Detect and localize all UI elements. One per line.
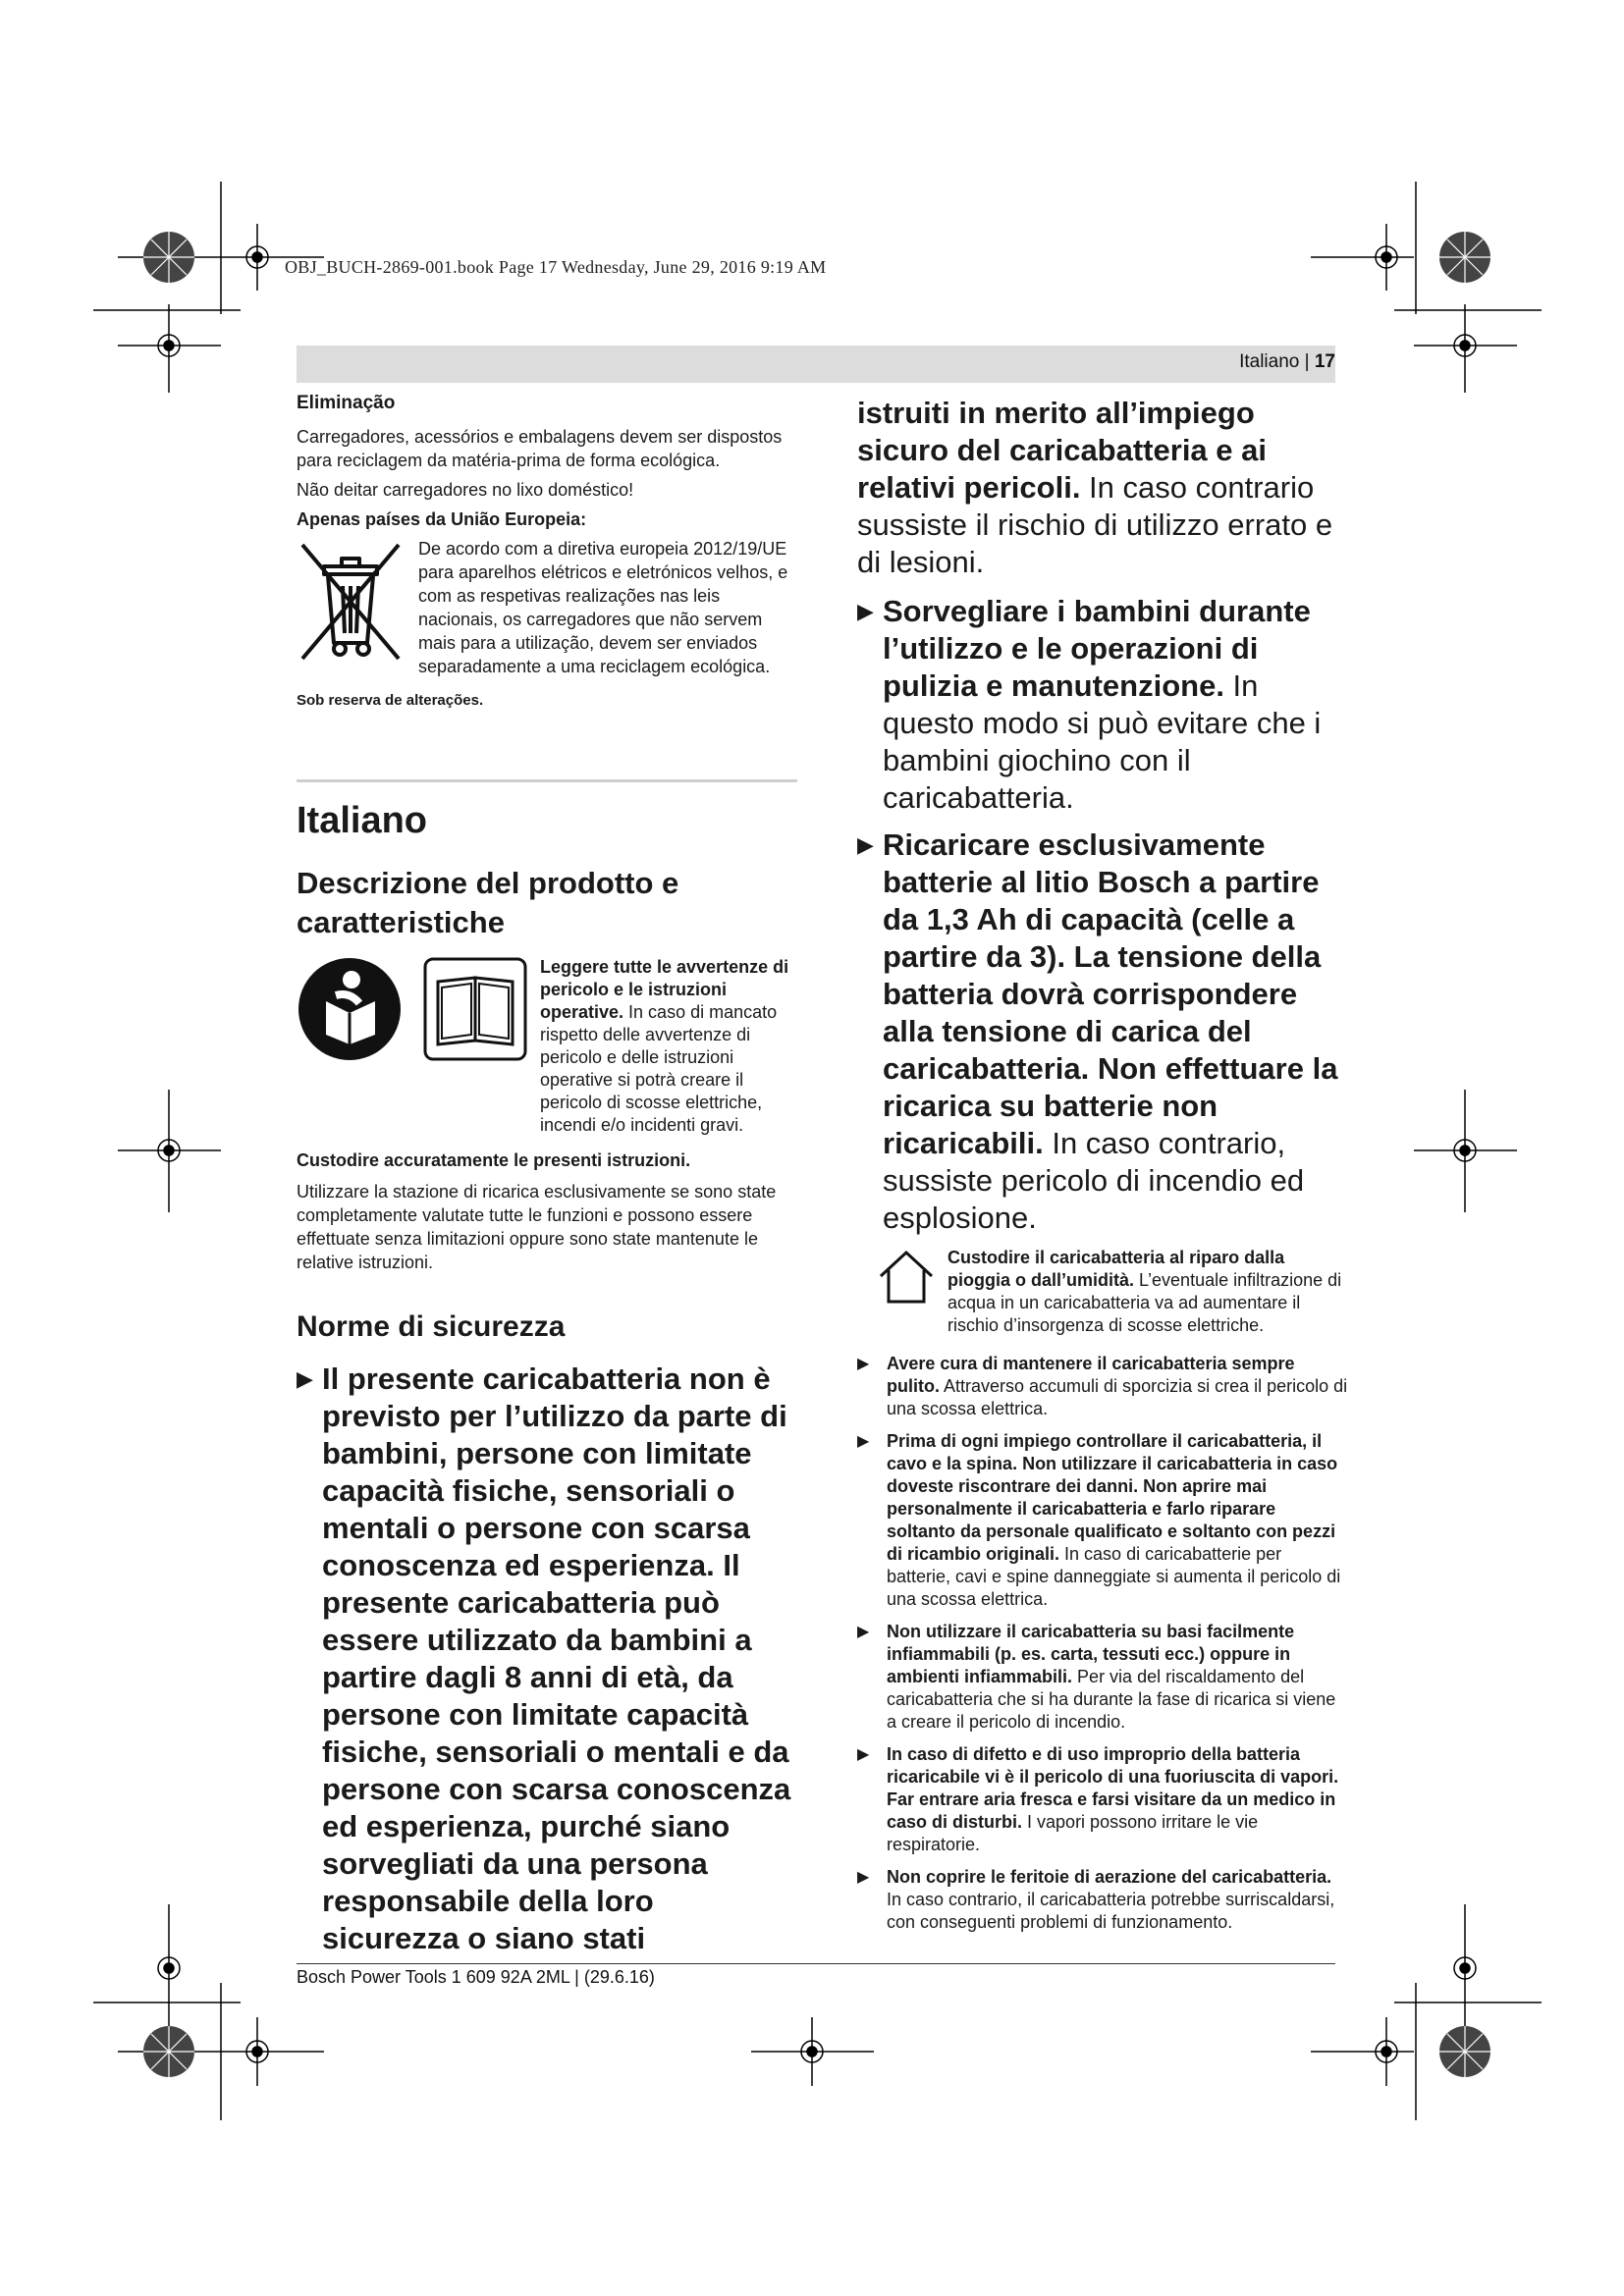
b2-normal: In questo modo si può evitare che i bambini giochino con il caricabatteria. [883,668,1322,815]
page-header-bar [297,346,1335,383]
weee-block [297,537,797,678]
left-column [297,393,797,1961]
proof-line: OBJ_BUCH-2869-001.book Page 17 Wednesday, June 29, 2016 9:19 AM [285,257,827,277]
elim-paragraph-1: Carregadores, acessórios e embalagens devem ser dispostos para reciclagem da matéria-prima de forma ecológica. [297,426,783,470]
safety-item-1-text [887,1353,1348,1420]
footer-rule [297,1963,1335,1964]
moisture-warning [877,1247,1348,1337]
safety-item-5 [857,1866,1348,1934]
safety-bullet-3-text [883,827,1348,1237]
b3-normal: In caso contrario, sussiste pericolo di incendio ed esplosione. [883,1126,1305,1235]
page-footer: Bosch Power Tools 1 609 92A 2ML | (29.6.16) [297,1967,655,1987]
moist-normal: L’eventuale infiltrazione di acqua in un caricabatteria va ad aumentare il rischio d’insorgenza di scosse elettriche. [947,1270,1342,1335]
elim-paragraph-2: Não deitar carregadores no lixo doméstico! [297,479,634,500]
manual-book-icon [422,956,528,1062]
cont-normal: In caso contrario sussiste il rischio di utilizzo errato e di lesioni. [857,470,1333,579]
bullet-marker-icon: ▶ [857,1624,870,1640]
bullet-marker-icon: ▶ [297,1365,313,1391]
s5-bold: Non coprire le feritoie di aerazione del caricabatteria. [887,1867,1332,1887]
eu-heading: Apenas países da União Europeia: [297,508,587,529]
description-heading: Descrizione del prodotto e caratteristiche [297,865,679,939]
section-divider [297,779,797,782]
safety-item-2 [857,1430,1348,1611]
moist-bold: Custodire il caricabatteria al riparo dalla pioggia o dall’umidità. [947,1248,1285,1290]
warning-icons [297,956,530,1137]
b3-bold: Ricaricare esclusivamente batterie al litio Bosch a partire da 1,3 Ah di capacità (celle a partire da 3). La tensione della batteria dovrà corrispondere alla tensione di carica del caricabatteria. Non effettuare la ricarica su batterie non ricaricabili. [883,828,1338,1160]
s4-bold: In caso di difetto e di uso improprio della batteria ricaricabile vi è il pericolo di una fuoriuscita di vapori. Far entrare aria fresca e farsi visitare da un medico in caso di disturbi. [887,1744,1339,1832]
house-icon [877,1247,936,1306]
s2-bold: Prima di ogni impiego controllare il caricabatteria, il cavo e la spina. Non utilizzare il caricabatteria in caso doveste riscontrare dei danni. Non aprire mai personalmente il caricabatteria e farlo riparare soltanto da personale qualificato e soltanto con pezzi di ricambio originali. [887,1431,1338,1564]
s1-normal: Attraverso accumuli di sporcizia si crea il pericolo di una scossa elettrica. [887,1376,1348,1418]
safety-item-2-text [887,1430,1348,1611]
s5-normal: In caso contrario, il caricabatteria potrebbe surriscaldarsi, con conseguenti problemi di funzionamento. [887,1890,1335,1932]
warning-text-start [540,956,797,1137]
eu-directive-text: De acordo com a diretiva europeia 2012/19/UE para aparelhos elétricos e eletrónicos velhos, e com as respetivas realizações nas leis nacionais, os carregadores que não servem mais para a utilização, devem ser enviados separadamente a uma reciclagem ecológica. [418,538,788,676]
crossed-bin-icon [297,537,405,665]
safety-heading: Norme di sicurezza [297,1309,566,1343]
safety-bullet-3 [857,827,1348,1237]
bullet-marker-icon: ▶ [857,1356,870,1372]
safety-bullet-1-text: Il presente caricabatteria non è previsto per l’utilizzo da parte di bambini, persone con limitate capacità fisiche, sensoriali o mentali o persone con scarsa conoscenza ed esperienza. Il presente caricabatteria può essere utilizzato da bambini a partire dagli 8 anni di età, da persone con limitate capacità fisiche, sensoriali o mentali e da persone con scarsa conoscenza ed esperienza, purché siano sorvegliati da una persona responsabile della loro sicurezza o siano stati [322,1361,791,1955]
b2-bold: Sorvegliare i bambini durante l’utilizzo e le operazioni di pulizia e manutenzione. [883,594,1311,703]
moisture-text [947,1247,1348,1337]
warning-normal: In caso di mancato rispetto delle avvertenze di pericolo e delle istruzioni operative si potrà creare il pericolo di scosse elettriche, incendi e/o incidenti gravi. [540,1001,778,1135]
safety-item-4-text [887,1743,1348,1856]
page-number: 17 [1314,351,1335,372]
s2-normal: In caso di caricabatterie per batterie, cavi e spine danneggiate si aumenta il pericolo di una scossa elettrica. [887,1544,1341,1609]
s4-normal: I vapori possono irritare le vie respiratorie. [887,1812,1259,1854]
safety-item-3 [857,1621,1348,1734]
keep-instructions: Custodire accuratamente le presenti istruzioni. [297,1149,691,1170]
warning-block [297,956,797,1137]
bullet-marker-icon: ▶ [857,1746,870,1763]
safety-item-4 [857,1743,1348,1856]
header-section: Italiano [1239,351,1300,372]
safety-item-1 [857,1353,1348,1420]
safety-bullet-2-text [883,593,1348,817]
bullet-marker-icon: ▶ [857,1869,870,1886]
usage-paragraph: Utilizzare la stazione di ricarica esclusivamente se sono state completamente valutate tutte le funzioni e possono essere effettuate senza limitazioni oppure sono state mantenute le relative istruzioni. [297,1181,777,1272]
page-header [1239,351,1335,373]
language-heading: Italiano [297,799,428,841]
reserva-note: Sob reserva de alterações. [297,691,484,709]
bullet-marker-icon: ▶ [857,599,874,623]
warning-bold: Leggere tutte le avvertenze di pericolo e le istruzioni operative. [540,956,789,1022]
s3-normal: Per via del riscaldamento del caricabatteria che si ha durante la fase di ricarica si viene a creare il pericolo di incendio. [887,1667,1336,1732]
bullet-marker-icon: ▶ [857,832,874,857]
right-column [857,395,1348,1944]
safety-bullet-1-continued [857,395,1348,581]
bullet-marker-icon: ▶ [857,1433,870,1450]
cont-bold: istruiti in merito all’impiego sicuro del caricabatteria e ai relativi pericoli. [857,396,1267,505]
safety-bullet-1 [297,1361,797,1957]
elim-heading: Eliminação [297,393,396,413]
header-separator: | [1299,351,1315,372]
safety-bullet-2 [857,593,1348,817]
s3-bold: Non utilizzare il caricabatteria su basi facilmente infiammabili (p. es. carta, tessuti ecc.) oppure in ambienti infiammabili. [887,1622,1295,1686]
read-manual-icon [297,956,403,1062]
s1-bold: Avere cura di mantenere il caricabatteria sempre pulito. [887,1354,1295,1396]
safety-item-5-text [887,1866,1348,1934]
safety-item-3-text [887,1621,1348,1734]
